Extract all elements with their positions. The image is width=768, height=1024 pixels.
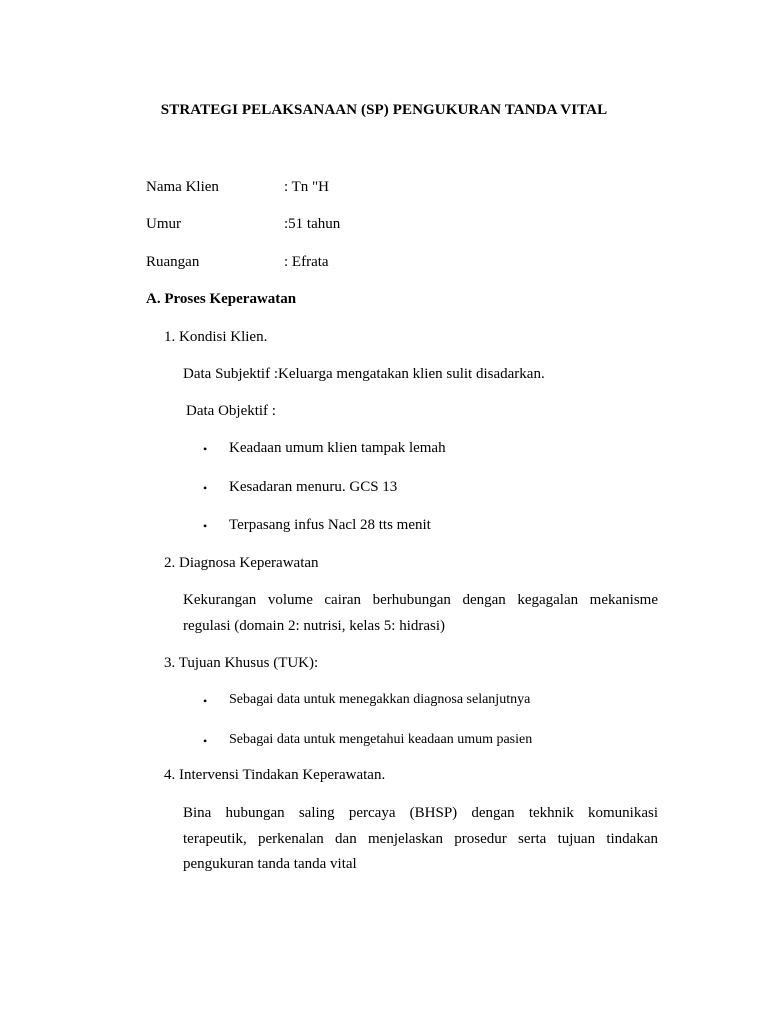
bullet-icon: • (203, 694, 208, 708)
info-label: Umur (146, 216, 181, 232)
subsection-heading-tujuan: 3. Tujuan Khusus (TUK): (164, 655, 319, 671)
section-heading: A. Proses Keperawatan (146, 291, 297, 307)
diagnosa-line: Kekurangan volume cairan berhubungan dengan kegagalan mekanisme (183, 592, 658, 608)
bullet-icon: • (203, 734, 208, 748)
document-title: STRATEGI PELAKSANAAN (SP) PENGUKURAN TANDA VITAL (160, 102, 608, 118)
info-value: : Efrata (284, 254, 329, 270)
list-item-text: Sebagai data untuk menegakkan diagnosa selanjutnya (229, 692, 531, 707)
info-value: : Tn "H (284, 179, 330, 195)
list-item-text: Sebagai data untuk mengetahui keadaan umum pasien (229, 732, 533, 747)
intervensi-line: terapeutik, perkenalan dan menjelaskan prosedur serta tujuan tindakan (183, 831, 658, 847)
info-label: Ruangan (146, 254, 200, 270)
list-item-text: Terpasang infus Nacl 28 tts menit (229, 517, 431, 533)
list-item-text: Keadaan umum klien tampak lemah (229, 440, 446, 456)
bullet-icon: • (203, 442, 208, 456)
bullet-icon: • (203, 481, 208, 495)
bullet-icon: • (203, 519, 208, 533)
intervensi-line: pengukuran tanda tanda vital (183, 856, 357, 872)
subsection-heading-kondisi: 1. Kondisi Klien. (164, 329, 268, 345)
list-item-text: Kesadaran menuru. GCS 13 (229, 479, 398, 495)
info-value: :51 tahun (284, 216, 341, 232)
data-objektif-label: Data Objektif : (186, 403, 276, 419)
diagnosa-line: regulasi (domain 2: nutrisi, kelas 5: hidrasi) (183, 618, 446, 634)
subsection-heading-diagnosa: 2. Diagnosa Keperawatan (164, 555, 319, 571)
data-subjektif: Data Subjektif :Keluarga mengatakan klien sulit disadarkan. (183, 366, 545, 382)
intervensi-line: Bina hubungan saling percaya (BHSP) dengan tekhnik komunikasi (183, 805, 658, 821)
subsection-heading-intervensi: 4. Intervensi Tindakan Keperawatan. (164, 767, 386, 783)
info-label: Nama Klien (146, 179, 219, 195)
